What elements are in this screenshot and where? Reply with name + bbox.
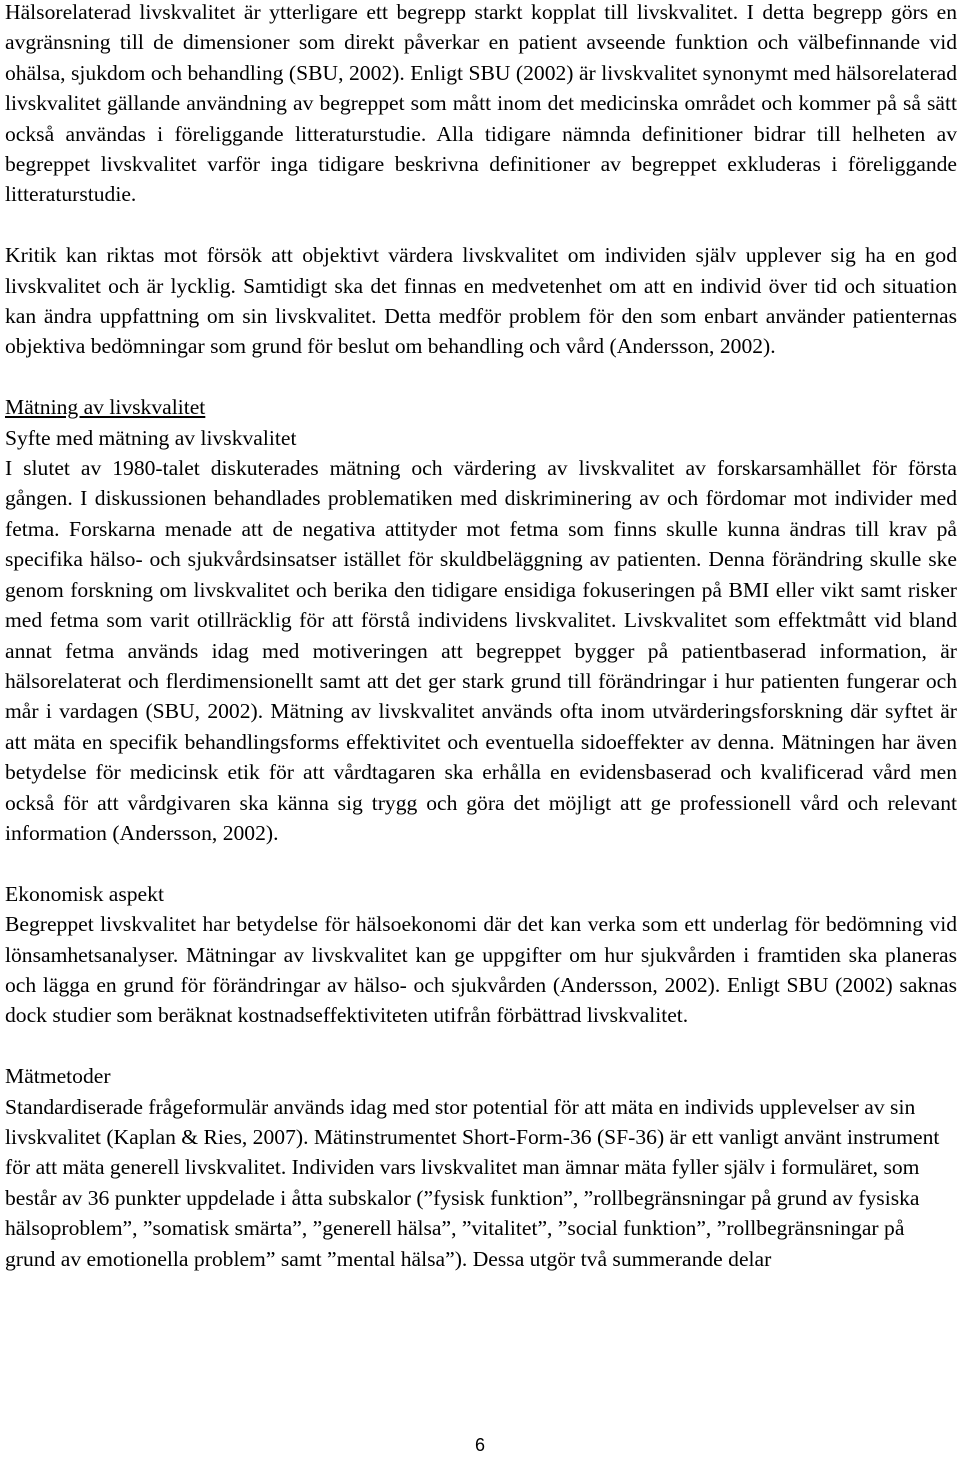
- paragraph-purpose-of-measurement: I slutet av 1980-talet diskuterades mätning och värdering av livskvalitet av forskarsamhället för första gången. I diskussionen behandlades problematiken med diskriminering av och fördomar mot individer med fetma. Forskarna menade att de negativa attityder mot fetma som finns skulle kunna ändras till krav på specifika hälso- och sjukvårdsinsatser istället för skuldbeläggning av patienten. Denna förändring skulle ske genom forskning om livskvalitet och berika den tidigare ensidiga fokuseringen på BMI eller vikt samt risker med fetma som varit otillräcklig för att förstå individens livskvalitet. Livskvalitet som effektmått vid bland annat fetma används idag med motiveringen att begreppet bygger på patientbaserad information, är hälsorelaterat och flerdimensionellt samt att det ger stark grund till förändringar i hur patienten fungerar och mår i vardagen (SBU, 2002). Mätning av livskvalitet används ofta inom utvärderingsforskning där syftet är att mäta en specifik behandlingsforms effektivitet och eventuella sidoeffekter av denna. Mätningen har även betydelse för medicinsk etik för att vårdtagaren ska erhålla en evidensbaserad och kvalificerad vård men också för att vårdgivaren ska känna sig trygg och göra det möjligt att ge professionell vård och relevant information (Andersson, 2002).: [5, 456, 957, 845]
- paragraph-health-related-quality-of-life: Hälsorelaterad livskvalitet är ytterligare ett begrepp starkt kopplat till livskvalitet. I detta begrepp görs en avgränsning till de dimensioner som direkt påverkar en patient avseende funktion och välbefinnande vid ohälsa, sjukdom och behandling (SBU, 2002). Enligt SBU (2002) är livskvalitet synonymt med hälsorelaterad livskvalitet gällande användning av begreppet som mått inom det medicinska området och kommer på så sätt också användas i föreliggande litteraturstudie. Alla tidigare nämnda definitioner bidrar till helheten av begreppet livskvalitet varför inga tidigare beskrivna definitioner av begreppet exkluderas i föreliggande litteraturstudie.: [5, 0, 957, 207]
- paragraph-criticism: Kritik kan riktas mot försök att objektivt värdera livskvalitet om individen själv upplever sig ha en god livskvalitet och är lycklig. Samtidigt ska det finnas en medvetenhet om att en individ över tid och situation kan ändra uppfattning om sin livskvalitet. Detta medför problem för den som enbart använder patienternas objektiva bedömningar som grund för beslut om behandling och vård (Andersson, 2002).: [5, 243, 957, 359]
- subheading-economic-aspect: Ekonomisk aspekt: [5, 881, 164, 906]
- paragraph-spacer: [5, 210, 957, 240]
- subheading-measurement-methods: Mätmetoder: [5, 1064, 111, 1089]
- paragraph-spacer: [5, 848, 957, 878]
- paragraph-spacer: [5, 362, 957, 392]
- paragraph-economic-aspect: Begreppet livskvalitet har betydelse för hälsoekonomi där det kan verka som ett underlag för bedömning vid lönsamhetsanalyser. Mätningar av livskvalitet kan ge uppgifter om hur sjukvården i framtiden ska planeras och lägga en grund för förändringar av hälso- och sjukvården (Andersson, 2002). Enligt SBU (2002) saknas dock studier som beräknat kostnadseffektiviteten utifrån förbättrad livskvalitet.: [5, 912, 957, 1028]
- document-body: [5, 0, 957, 1274]
- subheading-purpose: Syfte med mätning av livskvalitet: [5, 425, 297, 450]
- paragraph-spacer: [5, 1031, 957, 1061]
- page-number: 6: [474, 1435, 485, 1455]
- section-heading-measurement: Mätning av livskvalitet: [5, 395, 206, 420]
- paragraph-measurement-methods: Standardiserade frågeformulär används idag med stor potential för att mäta en individs upplevelser av sin livskvalitet (Kaplan & Ries, 2007). Mätinstrumentet Short-Form-36 (SF-36) är ett vanligt använt instrument för att mäta generell livskvalitet. Individen vars livskvalitet man ämnar mäta fyller själv i formuläret, som består av 36 punkter uppdelade i åtta subskalor (”fysisk funktion”, ”rollbegränsningar på grund av fysiska hälsoproblem”, ”somatisk smärta”, ”generell hälsa”, ”vitalitet”, ”social funktion”, ”rollbegränsningar på grund av emotionella problem” samt ”mental hälsa”). Dessa utgör två summerande delar: [5, 1094, 940, 1271]
